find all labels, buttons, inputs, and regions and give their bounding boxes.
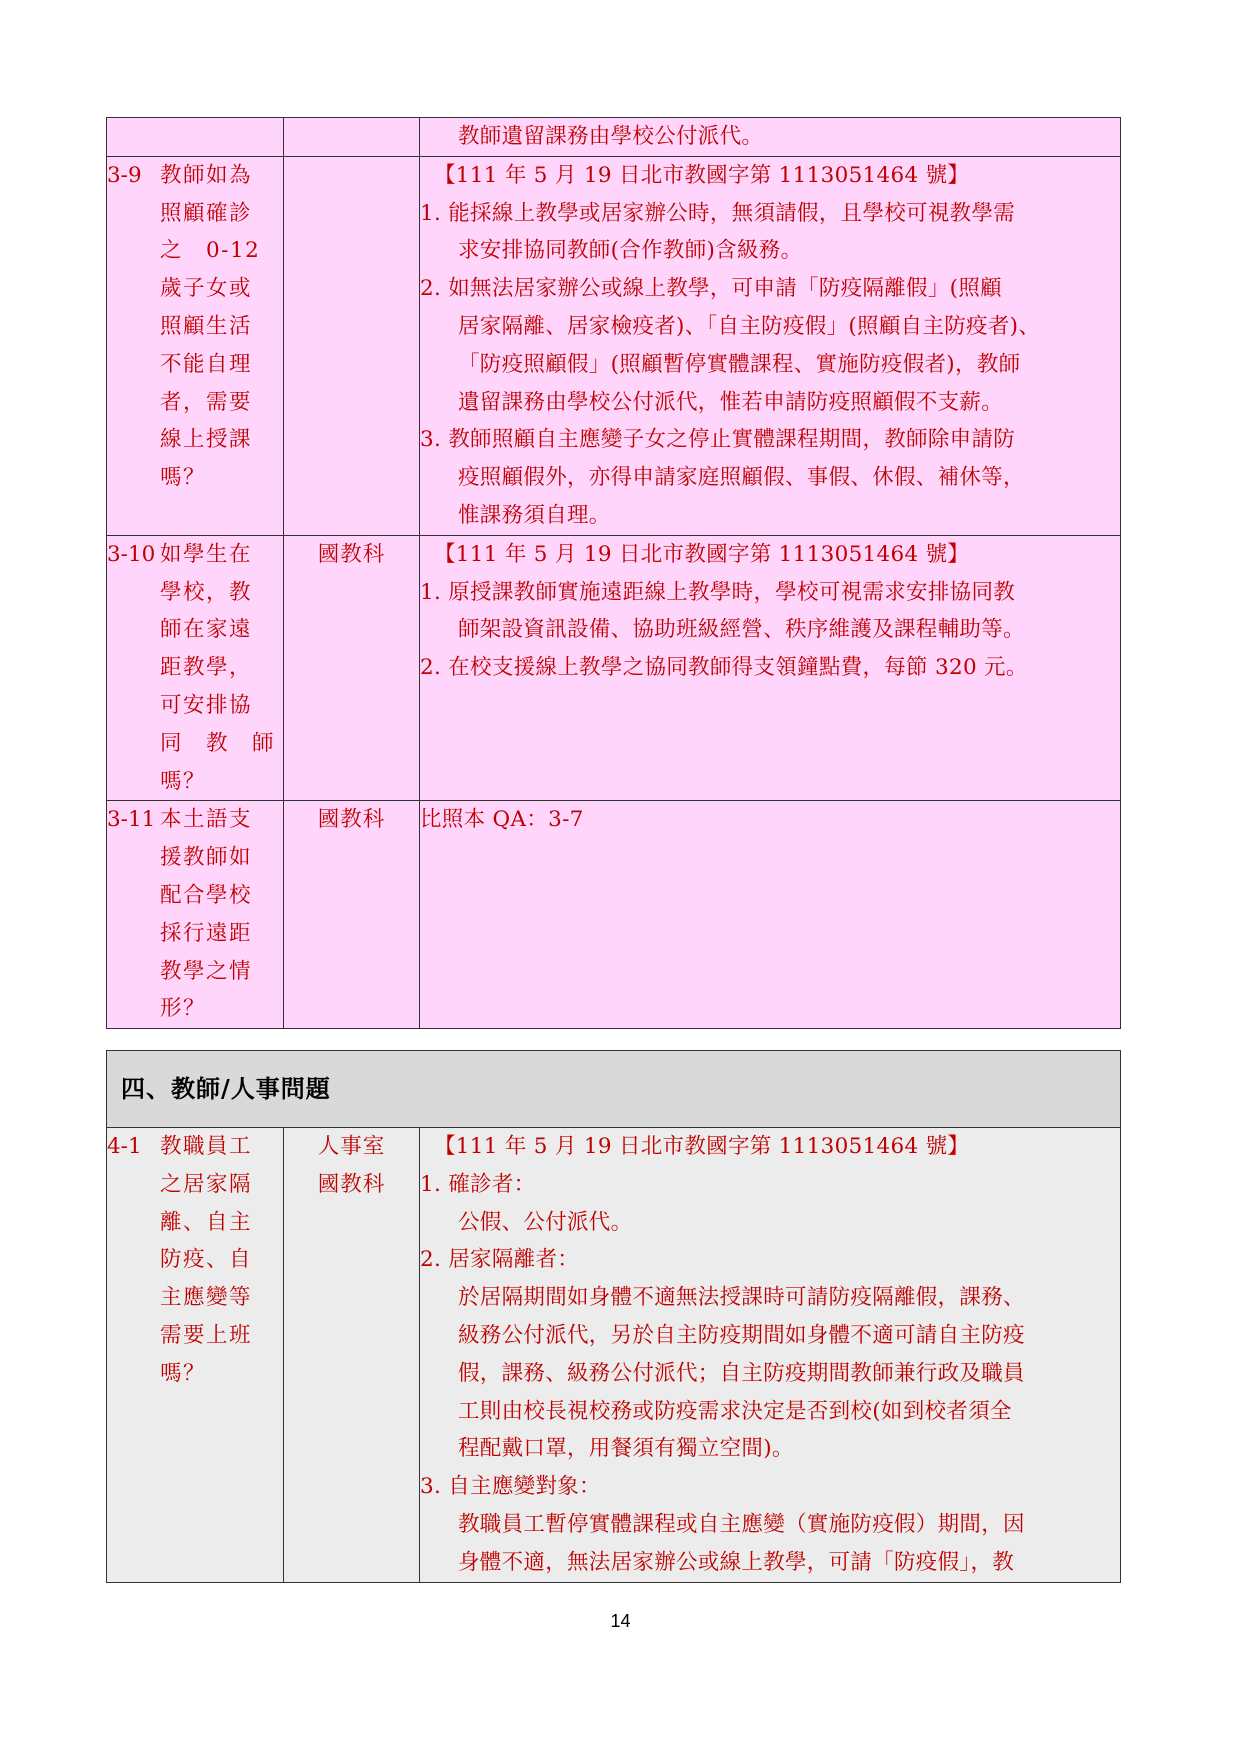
qa-row: [107, 535, 1121, 801]
question-cell: [107, 118, 284, 157]
answer-line: 程配戴口罩，用餐須有獨立空間)。: [458, 1436, 794, 1462]
answer-cell: [420, 156, 1121, 535]
question-cell: [107, 156, 284, 535]
question-line: 照顧確診: [160, 200, 253, 226]
answer-line: 公假、公付派代。: [458, 1209, 633, 1235]
answer-line: 比照本 QA：3-7: [420, 807, 584, 833]
question-number: 3-9: [107, 162, 142, 188]
question-cell: [107, 1128, 284, 1583]
question-number: 4-1: [107, 1134, 142, 1159]
qa-row: [107, 156, 1121, 535]
department-name: 國教科: [317, 807, 386, 833]
answer-cell: [420, 1128, 1121, 1583]
answer-line: 師架設資訊設備、協助班級經營、秩序維護及課程輔助等。: [458, 617, 1025, 643]
answer-line: 假，課務、級務公付派代；自主防疫期間教師兼行政及職員: [458, 1360, 1025, 1386]
answer-line: 身體不適，無法居家辦公或線上教學，可請「防疫假」，教: [458, 1549, 1015, 1575]
question-line: 之 0-12: [160, 238, 261, 264]
answer-line: 3. 教師照顧自主應變子女之停止實體課程期間，教師除申請防: [420, 427, 1016, 453]
question-line: 主應變等: [160, 1285, 253, 1311]
question-number: 3-11: [107, 807, 156, 833]
legal-reference: 【111 年 5 月 19 日北市教國字第 1113051464 號】: [434, 162, 970, 188]
question-line: 3-11 本土語支: [107, 801, 283, 839]
question-line: 線上授課: [160, 427, 253, 453]
question-line: 歲子女或: [160, 276, 253, 302]
blank-line: [420, 763, 1120, 801]
question-line: 3-9 教師如為: [107, 157, 283, 195]
question-line: 需要上班: [160, 1322, 253, 1348]
question-line: 照顧生活: [160, 313, 253, 339]
answer-line: 居家隔離、居家檢疫者)、「自主防疫假」(照顧自主防疫者)、: [458, 313, 1041, 339]
answer-line: 2. 居家隔離者：: [420, 1247, 580, 1273]
department-cell: [284, 118, 420, 157]
department-cell: [284, 801, 420, 1029]
question-line: 教學之情: [160, 958, 253, 984]
question-line: 師在家遠: [160, 617, 253, 643]
question-line: 嗎？: [160, 465, 207, 491]
department-name: 國教科: [317, 541, 386, 567]
answer-line: 3. 自主應變對象：: [420, 1474, 601, 1500]
question-line: 學校，教: [160, 579, 253, 605]
question-number: 3-10: [107, 541, 156, 567]
qa-table-section4: [106, 1050, 1121, 1583]
question-cell: [107, 801, 284, 1029]
department-cell: [284, 535, 420, 801]
question-line: 防疫、自: [160, 1247, 253, 1273]
answer-line: 級務公付派代，另於自主防疫期間如身體不適可請自主防疫: [458, 1322, 1025, 1348]
answer-line: 疫照顧假外，亦得申請家庭照顧假、事假、休假、補休等，: [458, 465, 1025, 491]
answer-line: 1. 能採線上教學或居家辦公時，無須請假，且學校可視教學需: [420, 200, 1016, 226]
section-header-row: [107, 1051, 1121, 1128]
department-cell: [284, 1128, 420, 1583]
answer-line: 惟課務須自理。: [458, 502, 611, 528]
question-line: 嗎？: [160, 768, 207, 794]
department-cell: [284, 156, 420, 535]
answer-line: 「防疫照顧假」(照顧暫停實體課程、實施防疫假者)，教師: [458, 351, 1021, 377]
question-line: 嗎？: [160, 1360, 207, 1386]
qa-row: [107, 1128, 1121, 1583]
question-line: 距教學，: [160, 655, 253, 681]
page-number: 14: [610, 1611, 631, 1631]
question-line: 形？: [160, 996, 207, 1022]
answer-line: 遺留課務由學校公付派代，惟若申請防疫照顧假不支薪。: [458, 389, 1004, 415]
section-title: 四、教師/人事問題: [121, 1074, 331, 1103]
legal-reference: 【111 年 5 月 19 日北市教國字第 1113051464 號】: [434, 541, 970, 567]
answer-line: 求安排協同教師(合作教師)含級務。: [458, 238, 803, 264]
answer-line: 2. 如無法居家辦公或線上教學，可申請「防疫隔離假」(照顧: [420, 276, 1002, 302]
answer-cell: [420, 801, 1121, 1029]
answer-line: 1. 確診者：: [420, 1171, 536, 1197]
department-name: 人事室: [317, 1134, 386, 1159]
qa-row: [107, 118, 1121, 157]
question-line: 同 教 師: [160, 730, 276, 756]
question-line: 援教師如: [160, 845, 253, 871]
question-line: 3-10 如學生在: [107, 536, 283, 574]
qa-row: [107, 801, 1121, 1029]
question-line: 配合學校: [160, 882, 253, 908]
answer-line: 工則由校長視校務或防疫需求決定是否到校(如到校者須全: [458, 1398, 1012, 1424]
question-line: 不能自理: [160, 351, 253, 377]
question-line: 者，需要: [160, 389, 253, 415]
question-cell: [107, 535, 284, 801]
legal-reference: 【111 年 5 月 19 日北市教國字第 1113051464 號】: [434, 1134, 970, 1159]
answer-line: 教師遺留課務由學校公付派代。: [458, 124, 764, 149]
answer-line: 教職員工暫停實體課程或自主應變（實施防疫假）期間，因: [458, 1511, 1025, 1537]
answer-line: 1. 原授課教師實施遠距線上教學時，學校可視需求安排協同教: [420, 579, 1016, 605]
question-line: 之居家隔: [160, 1171, 253, 1197]
answer-line: 於居隔期間如身體不適無法授課時可請防疫隔離假，課務、: [458, 1285, 1025, 1311]
blank-line: [420, 725, 1120, 763]
question-line: 可安排協: [160, 692, 253, 718]
answer-line: 2. 在校支援線上教學之協同教師得支領鐘點費，每節 320 元。: [420, 655, 1028, 681]
department-name: 國教科: [317, 1171, 386, 1197]
qa-table-section3: [106, 117, 1121, 1029]
answer-cell: [420, 118, 1121, 157]
question-line: 離、自主: [160, 1209, 253, 1235]
blank-line: [420, 687, 1120, 725]
question-line: 採行遠距: [160, 920, 253, 946]
answer-cell: [420, 535, 1121, 801]
question-line: 4-1 教職員工: [107, 1128, 283, 1166]
